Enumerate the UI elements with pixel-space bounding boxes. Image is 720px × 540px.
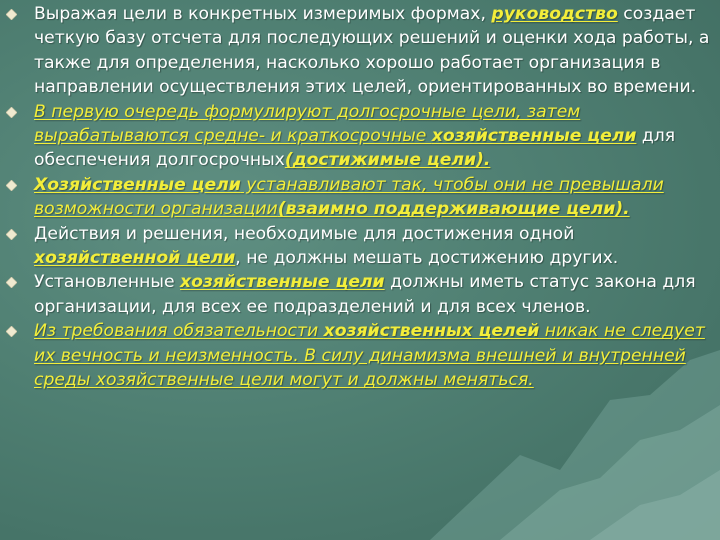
text-segment: для обеспечения долгосрочных: [34, 126, 676, 171]
diamond-bullet-icon: [6, 229, 17, 240]
text-segment: Хозяйственные цели: [34, 174, 241, 195]
text-segment: должны иметь статус закона для организации, для всех ее подразделений и для всех членов.: [34, 272, 696, 317]
bullet-item: [6, 270, 714, 319]
diamond-bullet-icon: [6, 326, 17, 337]
text-segment: Из требования обязательности: [34, 321, 324, 342]
bullet-item: [6, 173, 714, 222]
diamond-bullet-icon: [6, 277, 17, 288]
text-segment: руководство: [491, 4, 618, 24]
text-segment: Установленные: [34, 272, 180, 293]
diamond-bullet-icon: [6, 9, 17, 20]
diamond-bullet-icon: [6, 180, 17, 191]
text-segment: Выражая цели в конкретных измеримых формах,: [34, 4, 492, 24]
text-segment: хозяйственных целей: [323, 321, 540, 342]
text-segment: создает четкую базу отсчета для последующих решений и оценки хода работы, а также для определения, насколько хорошо работает организация в направлении осуществления этих целей, ориентированных во времени.: [34, 4, 710, 98]
bullet-item: [6, 100, 714, 173]
bullet-item: [6, 2, 714, 100]
text-segment: хозяйственные цели: [431, 126, 637, 147]
text-segment: Действия и решения, необходимые для достижения одной: [34, 223, 575, 244]
text-segment: (достижимые цели).: [284, 150, 491, 171]
text-segment: никак не следует их вечность и неизменность. В силу динамизма внешней и внутренней среды хозяйственные цели могут и должны меняться.: [34, 321, 705, 391]
text-segment: устанавливают так, чтобы они не превышали возможности организации: [34, 174, 664, 220]
bullet-item: [6, 222, 714, 271]
bullet-list: [6, 2, 714, 393]
text-segment: хозяйственные цели: [180, 272, 385, 293]
text-segment: хозяйственной цели: [34, 248, 236, 269]
text-segment: В первую очередь формулируют долгосрочные цели, затем вырабатываются средне- и краткосрочные: [34, 101, 581, 147]
bullet-item: [6, 319, 714, 392]
text-segment: (взаимно поддерживающие цели).: [277, 199, 630, 220]
text-segment: , не должны мешать достижению других.: [235, 248, 619, 269]
diamond-bullet-icon: [6, 107, 17, 118]
